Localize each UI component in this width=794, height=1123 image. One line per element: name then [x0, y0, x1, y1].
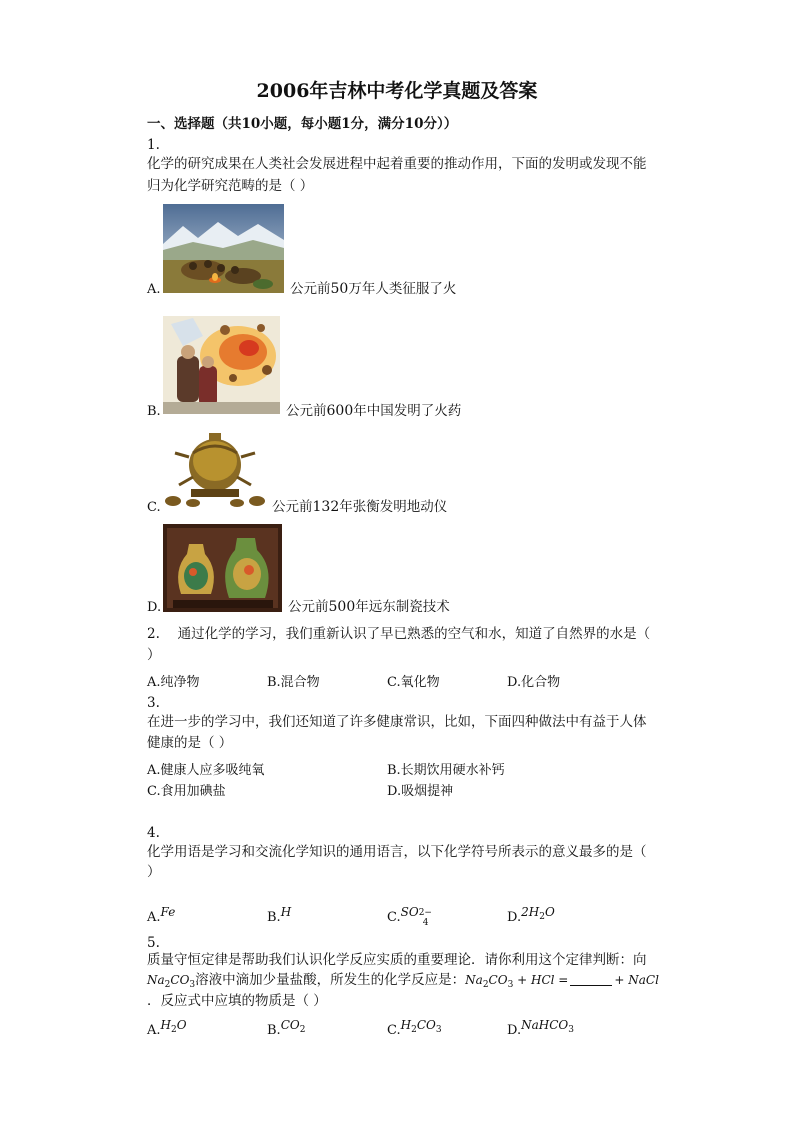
q3-number: 3.: [147, 695, 160, 711]
q1-option-c-image: [163, 431, 266, 510]
q1-option-b-letter: B.: [147, 404, 161, 419]
q1-option-c-text: 公元前132年张衡发明地动仪: [272, 499, 448, 515]
q3-stem-line1: 在进一步的学习中，我们还知道了许多健康常识，比如，下面四种做法中有益于人体: [147, 714, 647, 730]
q4-option-c: C.SO 2− 4: [387, 905, 432, 928]
q1-option-b-text: 公元前600年中国发明了火药: [286, 403, 462, 419]
q5-stem-line3: ．反应式中应填的物质是（ ）: [147, 993, 327, 1009]
q5-equation: $Na_2CO_3$ + HCl = + NaCl: [465, 973, 659, 990]
q2-option-a: A.纯净物: [147, 675, 200, 690]
q5-stem-line2: $Na_2CO_3$溶液中滴加少量盐酸，所发生的化学反应是：$Na_2CO_3$ + HCl = + NaCl: [147, 972, 659, 990]
q4-option-d: $D.2H_2O$: [507, 905, 555, 925]
q5-option-c: $C.H_2CO_3$: [387, 1018, 442, 1038]
q1-option-a-image: [163, 204, 284, 293]
q5-option-b: $B.CO_2$: [267, 1018, 306, 1038]
q5-reagent-formula: $Na_2CO_3$: [147, 973, 196, 990]
q2-stem-line2: ）: [147, 647, 161, 663]
q1-number: 1.: [147, 137, 160, 153]
q1-stem-line2: 归为化学研究范畴的是（ ）: [147, 178, 314, 194]
q4-number: 4.: [147, 825, 160, 841]
q2-option-b: B.混合物: [267, 675, 320, 690]
q2-option-d: D.化合物: [507, 675, 561, 690]
q3-option-a: A.健康人应多吸纯氧: [147, 763, 265, 778]
q4-option-a: A.Fe: [147, 905, 176, 925]
q1-option-d-text: 公元前500年远东制瓷技术: [288, 599, 450, 615]
q3-option-c: C.食用加碘盐: [147, 784, 226, 799]
page-title: 2006年吉林中考化学真题及答案: [256, 80, 538, 102]
q2-option-c: C.氧化物: [387, 675, 440, 690]
q5-number: 5.: [147, 935, 160, 951]
q4-stem-line2: ）: [147, 864, 161, 880]
q5-stem-line1: 质量守恒定律是帮助我们认识化学反应实质的重要理论．请你利用这个定律判断：向: [147, 952, 647, 968]
q3-stem-line2: 健康的是（ ）: [147, 735, 233, 751]
q4-option-b: B.H: [267, 905, 292, 925]
q1-option-a-letter: A.: [147, 282, 161, 297]
q1-option-d-letter: D.: [147, 600, 162, 615]
q1-option-c-letter: C.: [147, 500, 161, 515]
q1-option-d-image: [163, 524, 282, 612]
q2-stem-line1: 2. 通过化学的学习，我们重新认识了早已熟悉的空气和水，知道了自然界的水是（: [147, 626, 651, 642]
q1-option-b-image: [163, 316, 280, 414]
q5-option-a: $A.H_2O$: [147, 1018, 187, 1038]
q1-stem-line1: 化学的研究成果在人类社会发展进程中起着重要的推动作用，下面的发明或发现不能: [147, 156, 647, 172]
section-heading: 一、选择题（共10小题，每小题1分，满分10分））: [147, 116, 458, 132]
q3-option-b: B.长期饮用硬水补钙: [387, 763, 505, 778]
q5-option-d: D.NaHCO$_3$: [507, 1018, 574, 1038]
q1-option-a-text: 公元前50万年人类征服了火: [290, 281, 457, 297]
q5-answer-blank: [570, 973, 612, 986]
q4-stem-line1: 化学用语是学习和交流化学知识的通用语言，以下化学符号所表示的意义最多的是（: [147, 844, 647, 860]
q3-option-d: D.吸烟提神: [387, 784, 454, 799]
